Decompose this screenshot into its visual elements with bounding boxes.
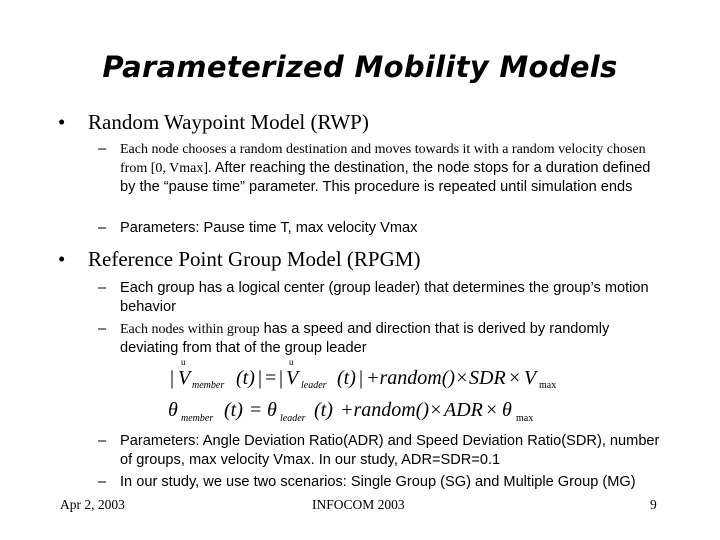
svg-text:|: | — [279, 367, 284, 389]
bullet-rwp-heading: Random Waypoint Model (RWP) — [88, 110, 369, 134]
rpgm-item-4-text: In our study, we use two scenarios: Single Group (SG) and Multiple Group (MG) — [120, 474, 636, 490]
rpgm-item-3 — [98, 432, 668, 470]
bullet-dot-icon: • — [58, 247, 66, 271]
slide-title: Parameterized Mobility Models — [102, 50, 618, 84]
eq2-eq: = — [250, 399, 262, 421]
rwp-item-2-text: Parameters: Pause time T, max velocity Vmax — [120, 220, 418, 236]
velocity-equation — [170, 357, 556, 391]
eq1-sdr: SDR — [469, 367, 506, 389]
eq1-vmax-sub: max — [539, 380, 557, 391]
angle-equation — [168, 399, 533, 424]
eq1-plus-random: +random()× — [366, 367, 469, 389]
bullet-rpgm-heading: Reference Point Group Model (RPGM) — [88, 247, 421, 271]
rwp-item-1-sans: After reaching the destination, the node stops for a duration defined by the “pause time” parameter. This procedure is repeated until simulation ends — [120, 160, 651, 195]
svg-text:|: | — [170, 367, 175, 389]
svg-text:|: | — [258, 367, 263, 389]
rpgm-item-2-serif: Each nodes within group — [120, 322, 260, 337]
eq2-rhs-sub: leader — [280, 413, 306, 424]
footer-venue: INFOCOM 2003 — [312, 497, 405, 512]
eq2-max-sub: max — [516, 413, 534, 424]
bullet-rpgm — [58, 247, 420, 272]
eq1-times: × — [509, 367, 521, 389]
eq1-t: (t) — [236, 367, 255, 389]
rwp-item-2 — [98, 219, 668, 238]
footer-page-number: 9 — [650, 497, 657, 512]
bullet-rwp — [58, 110, 369, 135]
eq2-adr: ADR — [444, 399, 483, 421]
footer-date: Apr 2, 2003 — [60, 497, 125, 512]
eq2-times: × — [486, 399, 498, 421]
eq1-eq: = — [265, 367, 277, 389]
rwp-item-1-serif: Each node chooses a random destination and moves towards it with a random velocity chosen from [0, Vmax]. — [120, 142, 646, 176]
dash-icon: – — [98, 141, 107, 157]
eq2-theta2: θ — [267, 399, 277, 421]
eq1-lhs-sub: member — [192, 380, 225, 391]
eq1-lhs: V — [178, 367, 191, 389]
bullet-dot-icon: • — [58, 110, 66, 134]
rpgm-item-2-sans: has a speed and direction that is derived by randomly deviating from that of the group leader — [120, 321, 610, 356]
eq2-theta3: θ — [502, 399, 512, 421]
rpgm-item-3-text: Parameters: Angle Deviation Ratio(ADR) and Speed Deviation Ratio(SDR), number of groups, max velocity Vmax. In our study, ADR=SDR=0.1 — [120, 433, 660, 468]
eq1-vmax: V — [524, 367, 537, 389]
eq2-plus-random: +random()× — [340, 399, 443, 421]
dash-icon: – — [98, 220, 107, 236]
equation-block — [164, 354, 594, 438]
rpgm-item-1 — [98, 279, 668, 317]
rpgm-item-2 — [98, 320, 668, 358]
eq2-theta: θ — [168, 399, 178, 421]
dash-icon: – — [98, 474, 107, 490]
svg-text:|: | — [359, 367, 364, 389]
eq1-rhs-sub: leader — [301, 380, 327, 391]
vector-arrow-icon: u — [289, 357, 294, 367]
eq2-t2: (t) — [314, 399, 333, 421]
dash-icon: – — [98, 321, 107, 337]
dash-icon: – — [98, 433, 107, 449]
vector-arrow-icon: u — [181, 357, 186, 367]
eq2-t: (t) — [224, 399, 243, 421]
eq1-rhs: V — [286, 367, 299, 389]
rwp-item-1 — [98, 140, 668, 197]
eq1-t2: (t) — [337, 367, 356, 389]
rpgm-item-4 — [98, 473, 668, 492]
eq2-lhs-sub: member — [181, 413, 214, 424]
dash-icon: – — [98, 280, 107, 296]
rpgm-item-1-text: Each group has a logical center (group leader) that determines the group’s motion behavior — [120, 280, 649, 315]
